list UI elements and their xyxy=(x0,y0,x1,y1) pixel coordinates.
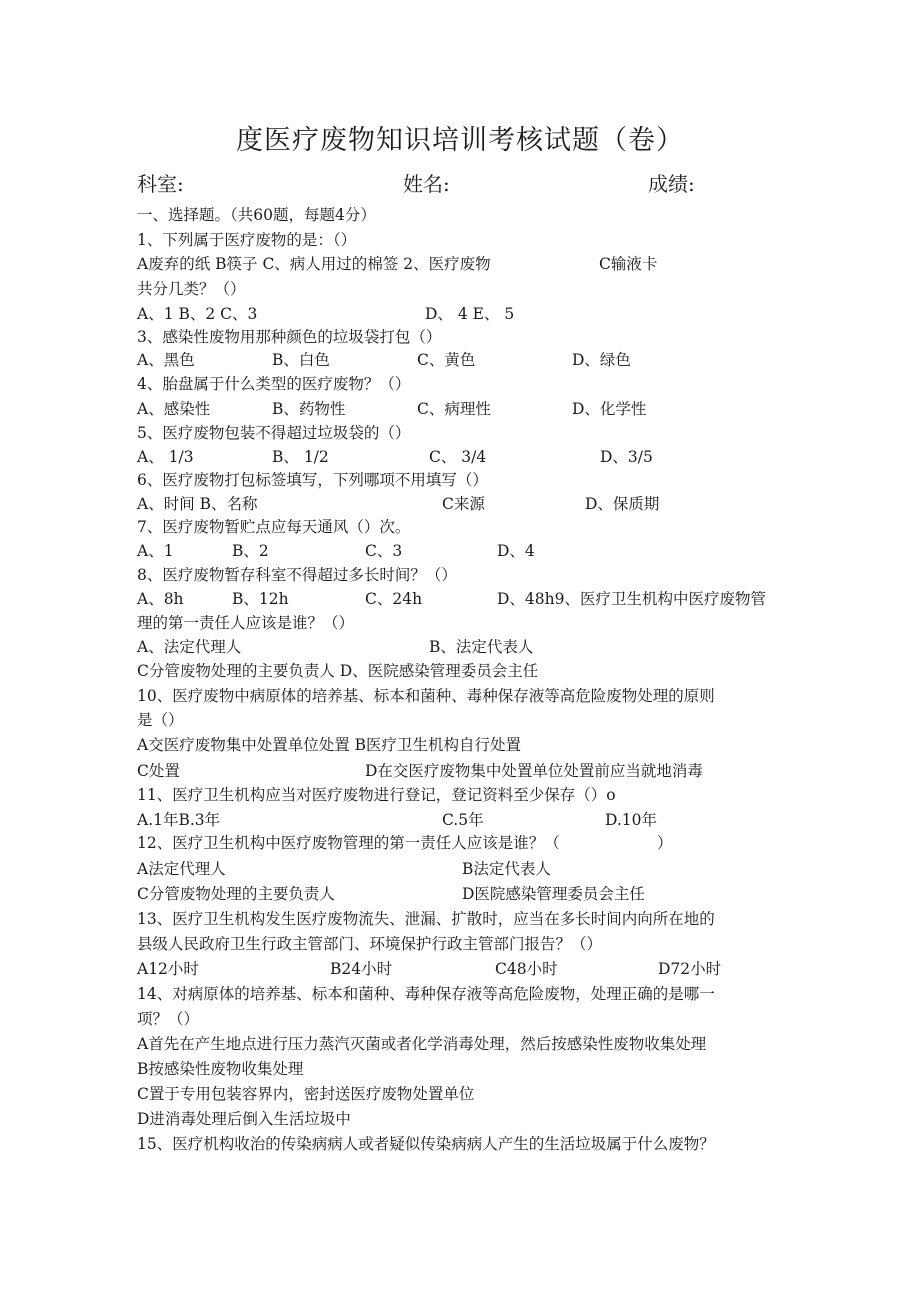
q10-option-c: C处置 xyxy=(137,762,180,780)
q6-option-d: D、保质期 xyxy=(585,495,660,513)
q7-option-c: C、3 xyxy=(365,542,403,560)
q5-option-c: C、 3/4 xyxy=(429,448,487,466)
q14-option-b: B按感染性废物收集处理 xyxy=(137,1060,304,1078)
q6-options-ab: A、时间 B、名称 xyxy=(137,495,258,513)
q9-option-b: B、法定代表人 xyxy=(429,638,534,656)
q2-options-abc: A、1 B、2 C、3 xyxy=(137,305,258,323)
q12-question: 12、医疗卫生机构中医疗废物管理的第一责任人应该是谁？（ xyxy=(137,834,560,852)
q3-text: 3、感染性废物用那种颜色的垃圾袋打包（） xyxy=(137,328,442,346)
q10-text: 10、医疗废物中病原体的培养基、标本和菌种、毒种保存液等高危险废物处理的原则 xyxy=(137,687,715,705)
q11-option-d: D.10年 xyxy=(605,811,658,829)
q2-options-de: D、 4 E、 5 xyxy=(425,305,515,323)
q6-text: 6、医疗废物打包标签填写，下列哪项不用填写（） xyxy=(137,471,488,489)
q14-text: 14、对病原体的培养基、标本和菌种、毒种保存液等高危险废物，处理正确的是哪一 xyxy=(137,985,715,1003)
q5-option-b: B、 1/2 xyxy=(272,448,329,466)
q3-option-a: A、黑色 xyxy=(137,351,195,369)
q4-option-c: C、病理性 xyxy=(417,400,491,418)
q11-options-ab: A.1年B.3年 xyxy=(137,811,221,829)
q1-option-c: C输液卡 xyxy=(599,255,658,273)
q14-text-cont: 项？（） xyxy=(137,1010,200,1028)
q14-option-c: C置于专用包装容界内，密封送医疗废物处置单位 xyxy=(137,1085,475,1103)
score-label: 成绩: xyxy=(648,172,695,196)
q12-option-b: B法定代表人 xyxy=(462,860,551,878)
q5-option-a: A、 1/3 xyxy=(137,448,194,466)
q13-text: 13、医疗卫生机构发生医疗废物流失、泄漏、扩散时，应当在多长时间内向所在地的 xyxy=(137,910,715,928)
q7-option-a: A、1 xyxy=(137,542,174,560)
q9-options-cd: C分管废物处理的主要负责人 D、医院感染管理委员会主任 xyxy=(137,662,539,680)
q3-option-d: D、绿色 xyxy=(572,351,631,369)
q4-option-d: D、化学性 xyxy=(572,400,647,418)
q12-option-c: C分管废物处理的主要负责人 xyxy=(137,885,335,903)
q10-text-cont: 是（） xyxy=(137,711,184,729)
q13-text-cont: 县级人民政府卫生行政主管部门、环境保护行政主管部门报告？（） xyxy=(137,935,603,953)
q3-option-c: C、黄色 xyxy=(417,351,476,369)
q10-options-ab: A交医疗废物集中处置单位处置 B医疗卫生机构自行处置 xyxy=(137,736,522,754)
q7-text: 7、医疗废物暂贮点应每天通风（）次。 xyxy=(137,518,411,536)
q2-text: 共分几类？（） xyxy=(137,280,246,298)
q12-paren-close: ） xyxy=(657,834,673,852)
q4-option-b: B、药物性 xyxy=(272,400,346,418)
section-heading: 一、选择题。（共60题，每题4分） xyxy=(137,206,376,224)
q13-option-c: C48小时 xyxy=(495,960,558,978)
q5-text: 5、医疗废物包装不得超过垃圾袋的（） xyxy=(137,424,411,442)
q6-option-c: C来源 xyxy=(442,495,485,513)
q4-option-a: A、感染性 xyxy=(137,400,211,418)
q14-option-d: D进消毒处理后倒入生活垃圾中 xyxy=(137,1110,351,1128)
q8-option-b: B、12h xyxy=(232,590,289,608)
q11-text: 11、医疗卫生机构应当对医疗废物进行登记，登记资料至少保存（）o xyxy=(137,786,616,804)
q8-option-d: D、48h9、医疗卫生机构中医疗废物管 xyxy=(497,590,766,608)
q11-option-c: C.5年 xyxy=(442,811,484,829)
page-title: 度医疗废物知识培训考核试题（卷） xyxy=(236,125,684,156)
q5-option-d: D、3/5 xyxy=(600,448,653,466)
name-label: 姓名: xyxy=(403,172,450,196)
q1-text: 1、下列属于医疗废物的是：（） xyxy=(137,231,357,249)
q8-option-c: C、24h xyxy=(365,590,423,608)
q8-option-a: A、8h xyxy=(137,590,184,608)
q15-text: 15、医疗机构收治的传染病病人或者疑似传染病病人产生的生活垃圾属于什么废物？ xyxy=(137,1135,715,1153)
q1-options-a: A废弃的纸 B筷子 C、病人用过的棉签 2、医疗废物 xyxy=(137,255,491,273)
q12-option-d: D医院感染管理委员会主任 xyxy=(462,885,645,903)
q12-option-a: A法定代理人 xyxy=(137,860,226,878)
q4-text: 4、胎盘属于什么类型的医疗废物？（） xyxy=(137,375,411,393)
q3-option-b: B、白色 xyxy=(272,351,330,369)
q7-option-b: B、2 xyxy=(232,542,269,560)
q13-option-a: A12小时 xyxy=(137,960,199,978)
dept-label: 科室: xyxy=(137,172,184,196)
q8-text: 8、医疗废物暂存科室不得超过多长时间？（） xyxy=(137,566,457,584)
q7-option-d: D、4 xyxy=(497,542,535,560)
q13-option-b: B24小时 xyxy=(330,960,393,978)
q9-option-a: A、法定代理人 xyxy=(137,638,242,656)
q13-option-d: D72小时 xyxy=(658,960,722,978)
q9-text: 理的第一责任人应该是谁？（） xyxy=(137,614,355,632)
q10-option-d: D在交医疗废物集中处置单位处置前应当就地消毒 xyxy=(365,762,703,780)
q14-option-a: A首先在产生地点进行压力蒸汽灭菌或者化学消毒处理，然后按感染性废物收集处理 xyxy=(137,1035,707,1053)
